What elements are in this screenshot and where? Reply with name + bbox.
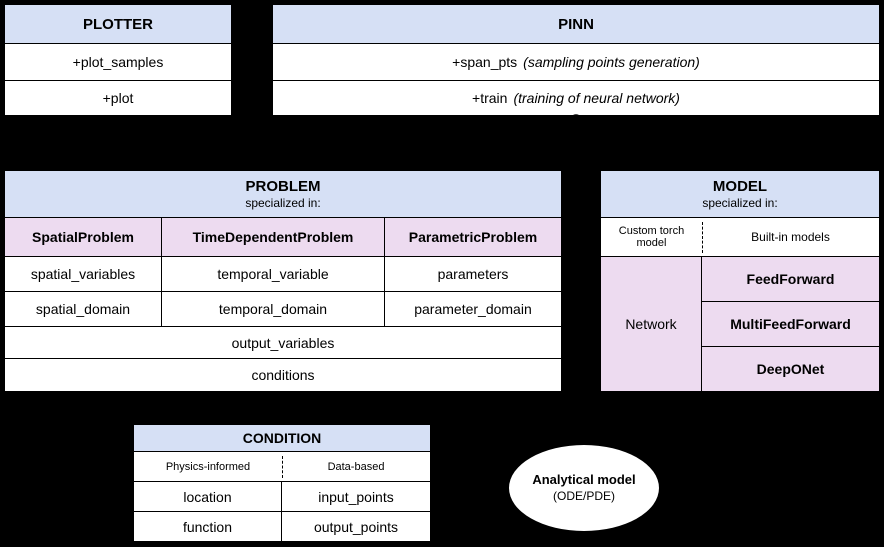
problem-column-timedependent[interactable]: TimeDependentProblem xyxy=(162,218,385,257)
plotter-method-plot[interactable]: +plot xyxy=(5,80,231,115)
model-item-deeponet[interactable]: DeepONet xyxy=(702,347,879,391)
condition-cell-location[interactable]: location xyxy=(134,482,282,512)
problem-row-output-variables[interactable]: output_variables xyxy=(5,327,561,359)
problem-cell-parameters[interactable]: parameters xyxy=(385,257,561,292)
model-item-multifeedforward[interactable]: MultiFeedForward xyxy=(702,302,879,347)
pinn-method-span-pts-note: (sampling points generation) xyxy=(523,54,700,70)
model-network-cell[interactable]: Network xyxy=(601,257,702,391)
problem-cell-spatial-domain[interactable]: spatial_domain xyxy=(5,292,162,327)
plotter-title: PLOTTER xyxy=(5,5,231,44)
analytical-model-line2: (ODE/PDE) xyxy=(552,489,615,504)
pinn-method-span-pts-name: +span_pts xyxy=(452,54,518,70)
problem-subtitle: specialized in: xyxy=(245,196,321,210)
model-title: MODEL specialized in: xyxy=(601,171,879,218)
model-class-box[interactable] xyxy=(600,170,880,392)
condition-cell-function[interactable]: function xyxy=(134,512,282,541)
pinn-class-box[interactable] xyxy=(272,4,880,115)
pinn-title: PINN xyxy=(273,5,879,44)
pinn-method-train[interactable] xyxy=(273,80,879,115)
analytical-model-line1: Analytical model xyxy=(532,471,636,487)
model-column-builtin: Built-in models xyxy=(702,218,879,257)
model-item-feedforward[interactable]: FeedForward xyxy=(702,257,879,302)
problem-cell-temporal-variable[interactable]: temporal_variable xyxy=(162,257,385,292)
condition-row-2 xyxy=(134,512,430,541)
pinn-method-train-name: +train xyxy=(472,90,508,106)
problem-row-domains xyxy=(5,292,561,327)
plotter-class-box[interactable] xyxy=(4,4,232,115)
condition-column-physics-informed: Physics-informed xyxy=(134,452,282,482)
model-column-headers xyxy=(601,218,879,257)
problem-class-box[interactable] xyxy=(4,170,562,392)
problem-title: PROBLEM specialized in: xyxy=(5,171,561,218)
condition-column-data-based: Data-based xyxy=(282,452,430,482)
problem-column-headers xyxy=(5,218,561,257)
pinn-method-train-note: (training of neural network) xyxy=(513,90,680,106)
condition-title: CONDITION xyxy=(134,425,430,452)
problem-row-variables xyxy=(5,257,561,292)
problem-column-spatial[interactable]: SpatialProblem xyxy=(5,218,162,257)
condition-class-box[interactable] xyxy=(133,424,431,542)
problem-cell-temporal-domain[interactable]: temporal_domain xyxy=(162,292,385,327)
problem-row-conditions[interactable]: conditions xyxy=(5,359,561,391)
condition-cell-output-points[interactable]: output_points xyxy=(282,512,430,541)
pinn-method-span-pts[interactable] xyxy=(273,44,879,80)
plotter-method-plot-samples[interactable]: +plot_samples xyxy=(5,44,231,80)
model-column-custom-torch: Custom torch model xyxy=(601,218,702,257)
problem-column-parametric[interactable]: ParametricProblem xyxy=(385,218,561,257)
condition-cell-input-points[interactable]: input_points xyxy=(282,482,430,512)
problem-cell-parameter-domain[interactable]: parameter_domain xyxy=(385,292,561,327)
problem-cell-spatial-variables[interactable]: spatial_variables xyxy=(5,257,162,292)
analytical-model-node[interactable] xyxy=(508,444,660,532)
model-subtitle: specialized in: xyxy=(702,196,778,210)
condition-column-divider xyxy=(282,456,283,478)
condition-row-1 xyxy=(134,482,430,512)
model-column-divider xyxy=(702,222,703,253)
